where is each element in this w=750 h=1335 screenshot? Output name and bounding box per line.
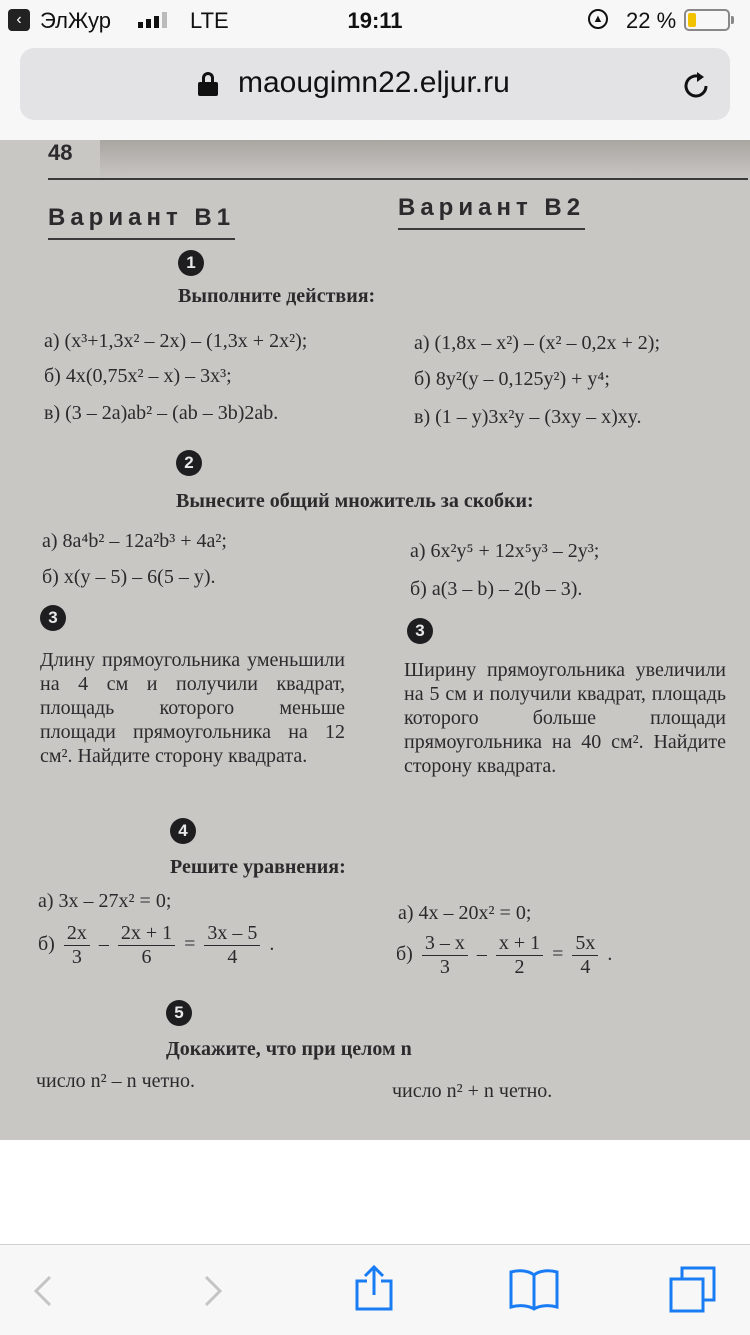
task-2-v2-b: б) a(3 – b) – 2(b – 3). [410,578,583,600]
variant-2-title: Вариант В2 [398,194,585,230]
task-4-v2-a: а) 4x – 20x² = 0; [398,902,532,924]
task-5-number: 5 [166,1000,192,1026]
network-type: LTE [190,8,229,33]
status-bar [0,0,750,40]
fraction: $\frac{5x}{4}$ [572,932,598,979]
task-1-v1-c: в) (3 – 2a)ab² – (ab – 3b)2ab. [44,402,279,424]
page-shadow [100,140,750,180]
task-1-number: 1 [178,250,204,276]
address-bar[interactable] [20,48,730,120]
header-rule [48,178,748,180]
share-icon[interactable] [353,1265,395,1311]
task-1-v2-b: б) 8y²(y – 0,125y²) + y⁴; [414,368,610,390]
battery-icon [684,9,730,31]
task-2-title: Вынесите общий множитель за скобки: [176,490,534,512]
task-4-v1-b: б) $\frac{2x}{3}$ – $\frac{2x + 1}{6}$ = $\frac{3x - 5}{4}$ . [38,922,275,968]
task-4-number: 4 [170,818,196,844]
fraction: $\frac{x + 1}{2}$ [496,932,543,979]
fraction: $\frac{2x + 1}{6}$ [118,922,175,969]
reload-icon[interactable] [680,70,712,102]
task-2-v1-b: б) x(y – 5) – 6(5 – y). [42,566,216,588]
task-1-v1-b: б) 4x(0,75x² – x) – 3x³; [44,365,232,387]
task-1-v2-a: а) (1,8x – x²) – (x² – 0,2x + 2); [414,332,661,354]
battery-tip [731,16,734,24]
tabs-icon[interactable] [668,1265,718,1315]
page-number: 48 [48,140,73,165]
task-5-title: Докажите, что при целом n [166,1038,412,1060]
back-app-label[interactable]: ЭлЖур [40,8,111,33]
chevron-left-icon[interactable] [24,1271,64,1311]
fraction: $\frac{3x - 5}{4}$ [204,922,260,969]
back-to-app-icon[interactable]: ‹ [8,9,30,31]
browser-header [0,40,750,140]
fraction: $\frac{3 - x}{3}$ [422,932,468,979]
clock: 19:11 [347,8,403,33]
task-2-v2-a: а) 6x²y⁵ + 12x⁵y³ – 2y³; [410,540,600,562]
task-3-v2-number: 3 [407,618,433,644]
variant-1-title: Вариант В1 [48,204,235,240]
lock-icon [198,72,218,94]
task-5-v1: число n² – n четно. [36,1070,195,1092]
task-3-v1-text: Длину прямоугольника уменьшили на 4 см и получили квадрат, площадь которого меньше площади прямоугольника на 12 см². Найдите сторону квадрата. [40,649,345,767]
battery-fill [688,13,696,27]
battery-percent: 22 % [626,8,677,33]
textbook-page-image [0,140,750,1140]
task-3-v2-text: Ширину прямоугольника увеличили на 5 см и получили квадрат, площадь которого больше площади прямоугольника на 40 см². Найдите сторону квадрата. [404,659,726,777]
url-text[interactable]: maougimn22.eljur.ru [238,66,510,99]
task-4-v1-a: а) 3x – 27x² = 0; [38,890,172,912]
rotation-lock-icon: ▲ [588,9,608,29]
task-3-v1-number: 3 [40,605,66,631]
task-5-v2: число n² + n четно. [392,1080,553,1102]
task-2-number: 2 [176,450,202,476]
chevron-right-icon[interactable] [192,1271,232,1311]
task-2-v1-a: а) 8a⁴b² – 12a²b³ + 4a²; [42,530,227,552]
task-4-v2-b: б) $\frac{3 - x}{3}$ – $\frac{x + 1}{2}$ = $\frac{5x}{4}$ . [396,932,613,978]
task-4-v1-b-label: б) [38,933,55,956]
task-1-v2-c: в) (1 – y)3x²y – (3xy – x)xy. [414,406,642,428]
fraction: $\frac{2x}{3}$ [64,922,90,969]
task-1-v1-a: а) (x³+1,3x² – 2x) – (1,3x + 2x²); [44,330,308,352]
book-icon[interactable] [508,1267,560,1311]
task-1-title: Выполните действия: [178,285,376,307]
browser-toolbar [0,1244,750,1335]
task-4-title: Решите уравнения: [170,856,346,878]
task-4-v2-b-label: б) [396,943,413,966]
